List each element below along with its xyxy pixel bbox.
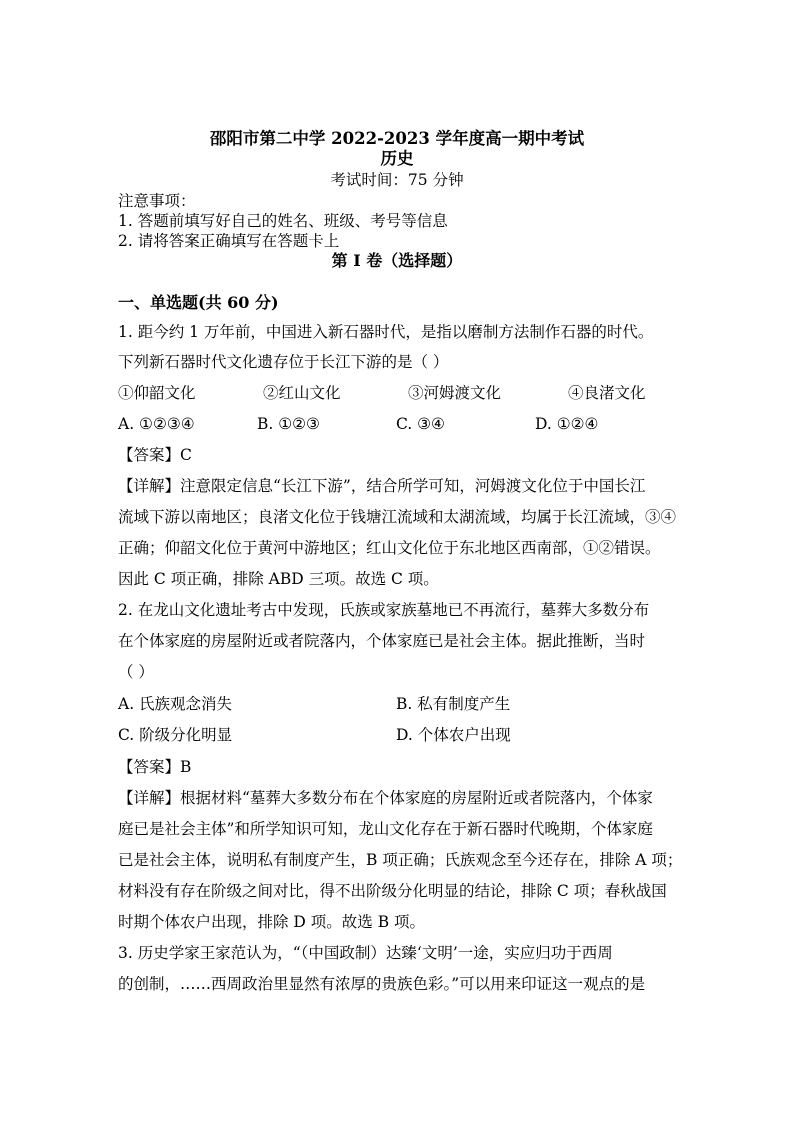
notice-item: 2. 请将答案正确填写在答题卡上	[118, 232, 340, 250]
q2-answer: 【答案】B	[118, 758, 192, 776]
q2-explain: 材料没有存在阶级之间对比，得不出阶级分化明显的结论，排除 C 项；春秋战国	[118, 882, 667, 900]
q1-item: ④良渚文化	[568, 384, 646, 402]
question-3-stem: 3. 历史学家王家范认为，“（中国政制）达臻‘文明’一途，实应归功于西周	[118, 944, 613, 962]
q1-option-a: A. ①②③④	[118, 415, 195, 433]
q2-option-c: C. 阶级分化明显	[118, 726, 233, 744]
question-2-stem: 2. 在龙山文化遗址考古中发现，氏族或家族墓地已不再流行，墓葬大多数分布	[118, 601, 650, 619]
question-1-stem: 下列新石器时代文化遗存位于长江下游的是（ ）	[118, 353, 449, 371]
question-1-stem: 1. 距今约 1 万年前，中国进入新石器时代，是指以磨制方法制作石器的时代。	[118, 323, 654, 341]
q1-explain: 正确；仰韶文化位于黄河中游地区；红山文化位于东北地区西南部，①②错误。	[118, 539, 661, 557]
question-2-stem: 在个体家庭的房屋附近或者院落内，个体家庭已是社会主体。据此推断，当时	[118, 632, 646, 650]
q1-explain: 流域下游以南地区；良渚文化位于钱塘江流域和太湖流域，均属于长江流域，③④	[118, 508, 677, 526]
exam-title: 邵阳市第二中学 2022-2023 学年度高一期中考试	[209, 129, 585, 148]
q1-option-b: B. ①②③	[257, 415, 320, 433]
part-title: 一、单选题(共 60 分)	[118, 293, 279, 312]
q1-item: ②红山文化	[263, 384, 341, 402]
q2-option-b: B. 私有制度产生	[396, 695, 511, 713]
subject-title: 历史	[380, 149, 414, 168]
section-title: 第 I 卷（选择题）	[331, 251, 463, 270]
q1-explain: 【详解】注意限定信息“长江下游”，结合所学可知，河姆渡文化位于中国长江	[118, 477, 646, 495]
notice-item: 1. 答题前填写好自己的姓名、班级、考号等信息	[118, 212, 448, 230]
q1-answer: 【答案】C	[118, 446, 192, 464]
q1-option-c: C. ③④	[396, 415, 445, 433]
q2-option-a: A. 氏族观念消失	[118, 695, 233, 713]
q2-explain: 庭已是社会主体”和所学知识可知，龙山文化存在于新石器时代晚期，个体家庭	[118, 820, 653, 838]
q1-explain: 因此 C 项正确，排除 ABD 三项。故选 C 项。	[118, 570, 439, 588]
question-3-stem: 的创制，……西周政治里显然有浓厚的贵族色彩。”可以用来印证这一观点的是	[118, 975, 646, 993]
notice-heading: 注意事项：	[118, 192, 196, 210]
q1-item: ①仰韶文化	[118, 384, 196, 402]
q2-option-d: D. 个体农户出现	[396, 726, 511, 744]
q2-explain: 已是社会主体，说明私有制度产生，B 项正确；氏族观念至今还存在，排除 A 项；	[118, 851, 683, 869]
q2-explain: 【详解】根据材料“墓葬大多数分布在个体家庭的房屋附近或者院落内，个体家	[118, 789, 653, 807]
question-2-stem: （ ）	[118, 663, 154, 681]
q1-option-d: D. ①②④	[535, 415, 599, 433]
q2-explain: 时期个体农户出现，排除 D 项。故选 B 项。	[118, 913, 426, 931]
q1-item: ③河姆渡文化	[408, 384, 502, 402]
exam-time: 考试时间：75 分钟	[330, 171, 464, 189]
